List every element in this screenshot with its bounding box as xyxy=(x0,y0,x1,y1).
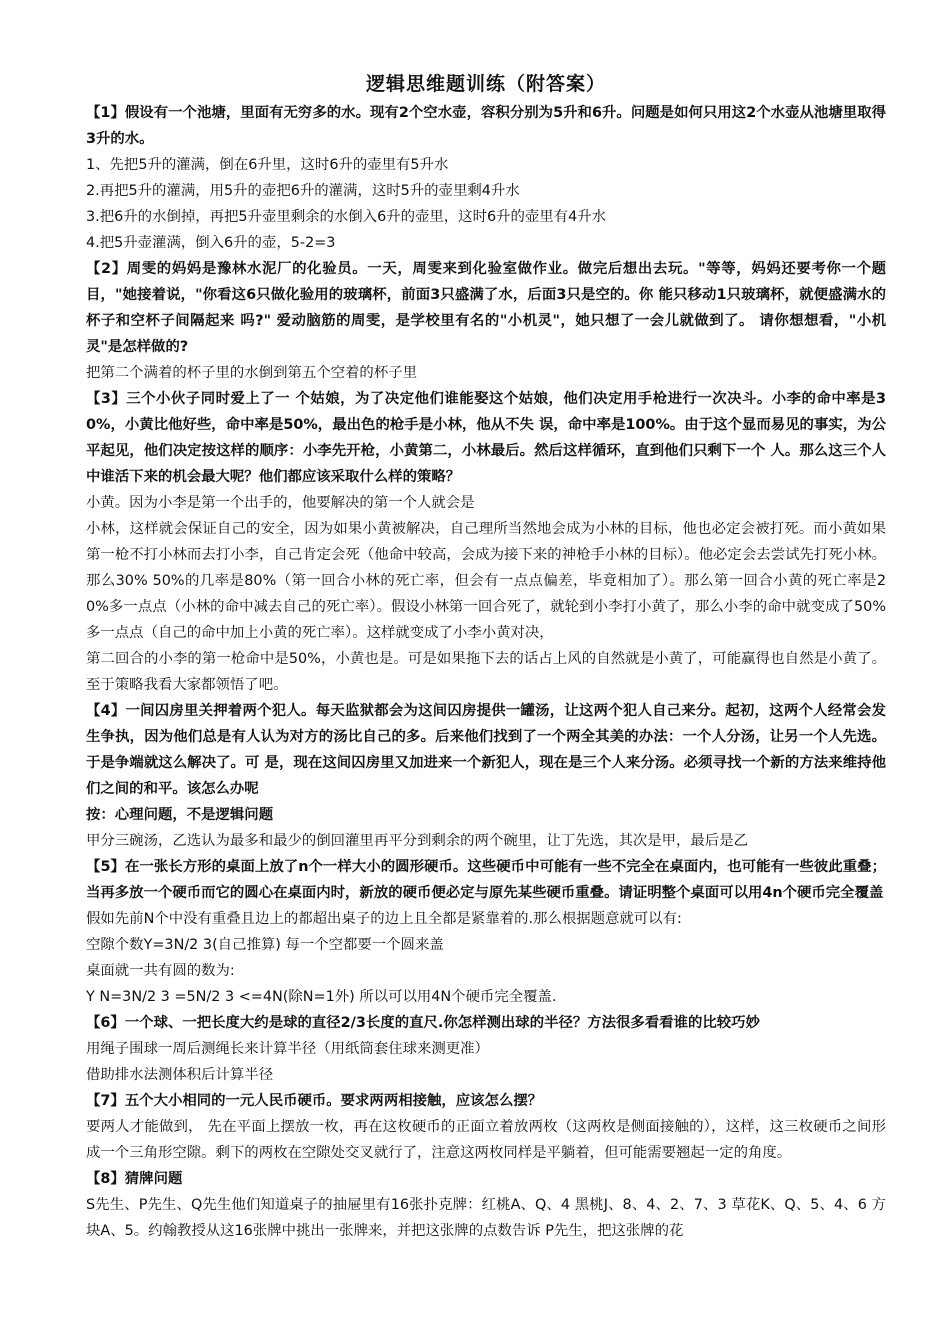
answer-line: 用绳子围球一周后测绳长来计算半径（用纸筒套住球来测更准） xyxy=(86,1041,489,1057)
document-title: 逻辑思维题训练（附答案） xyxy=(365,73,606,95)
answer-paragraph: 小林，这样就会保证自己的安全，因为如果小黄被解决，自己理所当然地会成为小林的目标，他也必定会被打死。而小黄如果第一枪不打小林而去打小李，自己肯定会死（他命中较高，会成为接下来的神枪手小林的目标）。他必定会去尝试先打死小林。那么30% 50%的几率是80%（第一回合小林的死亡率，但会有一点点偏差，毕竟相加了）。那么第一回合小黄的死亡率是20%多一点点（小林的命中减去自己的死亡率）。假设小林第一回合死了，就轮到小李打小黄了，那么小李的命中就变成了50%多一点点（自己的命中加上小黄的死亡率）。这样就变成了小李小黄对决， xyxy=(86,521,886,641)
question-7: 【7】五个大小相同的一元人民币硬币。要求两两相接触，应该怎么摆？ xyxy=(86,1093,543,1109)
answer-line: 3.把6升的水倒掉，再把5升壶里剩余的水倒入6升的壶里，这时6升的壶里有4升水 xyxy=(86,209,607,225)
question-6: 【6】一个球、一把长度大约是球的直径2/3长度的直尺.你怎样测出球的半径？方法很多看看谁的比较巧妙 xyxy=(86,1015,760,1031)
answer-line: 小黄。因为小李是第一个出手的，他要解决的第一个人就会是 xyxy=(86,495,475,511)
answer-line: 4.把5升壶灌满，倒入6升的壶，5-2=3 xyxy=(86,235,336,251)
answer-line: 1、先把5升的灌满，倒在6升里，这时6升的壶里有5升水 xyxy=(86,157,449,173)
note-line: 按：心理问题，不是逻辑问题 xyxy=(86,807,274,823)
document-page xyxy=(86,70,886,1244)
answer-line: Y N=3N/2 3 =5N/2 3 <=4N(除N=1外) 所以可以用4N个硬币完全覆盖. xyxy=(86,989,557,1005)
answer-line: 把第二个满着的杯子里的水倒到第五个空着的杯子里 xyxy=(86,365,417,381)
question-1: 【1】假设有一个池塘，里面有无穷多的水。现有2个空水壶，容积分别为5升和6升。问题是如何只用这2个水壶从池塘里取得3升的水。 xyxy=(86,105,886,147)
answer-line: 甲分三碗汤，乙选认为最多和最少的倒回灌里再平分到剩余的两个碗里，让丁先选，其次是甲，最后是乙 xyxy=(86,833,748,849)
answer-line: 2.再把5升的灌满，用5升的壶把6升的灌满，这时5升的壶里剩4升水 xyxy=(86,183,520,199)
answer-line: 空隙个数Y=3N/2 3(自己推算) 每一个空都要一个圆来盖 xyxy=(86,937,444,953)
question-2: 【2】周雯的妈妈是豫林水泥厂的化验员。一天，周雯来到化验室做作业。做完后想出去玩。"等等，妈妈还要考你一个题目，"她接着说，"你看这6只做化验用的玻璃杯，前面3只盛满了水，后面3只是空的。你 能只移动1只玻璃杯，就便盛满水的杯子和空杯子间隔起来 吗?" 爱动脑筋的周雯，是学校里有名的"小机灵"，她只想了一会儿就做到了。 请你想想看，"小机灵"是怎样做的? xyxy=(86,261,886,355)
answer-paragraph: 要两人才能做到， 先在平面上摆放一枚，再在这枚硬币的正面立着放两枚（这两枚是侧面接触的），这样，这三枚硬币之间形成一个三角形空隙。剩下的两枚在空隙处交叉就行了，注意这两枚同样是平躺着，但可能需要翘起一定的角度。 xyxy=(86,1119,886,1161)
question-4: 【4】一间囚房里关押着两个犯人。每天监狱都会为这间囚房提供一罐汤，让这两个犯人自己来分。起初，这两个人经常会发生争执，因为他们总是有人认为对方的汤比自己的多。后来他们找到了一个两全其美的办法：一个人分汤，让另一个人先选。于是争端就这么解决了。可 是，现在这间囚房里又加进来一个新犯人，现在是三个人来分汤。必须寻找一个新的方法来维持他们之间的和平。该怎么办呢 xyxy=(86,703,886,797)
question-8: 【8】猜牌问题 xyxy=(86,1171,183,1187)
question-3: 【3】三个小伙子同时爱上了一 个姑娘，为了决定他们谁能娶这个姑娘，他们决定用手枪进行一次决斗。小李的命中率是30%，小黄比他好些，命中率是50%，最出色的枪手是小林，他从不失 误，命中率是100%。由于这个显而易见的事实，为公平起见，他们决定按这样的顺序：小李先开枪，小黄第二，小林最后。然后这样循环，直到他们只剩下一个 人。那么这三个人中谁活下来的机会最大呢？他们都应该采取什么样的策略？ xyxy=(86,391,886,485)
answer-paragraph: 第二回合的小李的第一枪命中是50%，小黄也是。可是如果拖下去的话占上风的自然就是小黄了，可能赢得也自然是小黄了。至于策略我看大家都领悟了吧。 xyxy=(86,651,886,693)
question-5: 【5】在一张长方形的桌面上放了n个一样大小的圆形硬币。这些硬币中可能有一些不完全在桌面内，也可能有一些彼此重叠；当再多放一个硬币而它的圆心在桌面内时，新放的硬币便必定与原先某些硬币重叠。请证明整个桌面可以用4n个硬币完全覆盖 xyxy=(86,859,886,901)
answer-line: 假如先前N个中没有重叠且边上的都超出桌子的边上且全都是紧靠着的.那么根据题意就可以有: xyxy=(86,911,682,927)
answer-line: 桌面就一共有圆的数为: xyxy=(86,963,235,979)
document-body xyxy=(86,100,886,1244)
answer-paragraph: S先生、P先生、Q先生他们知道桌子的抽屉里有16张扑克牌：红桃A、Q、4 黑桃J、8、4、2、7、3 草花K、Q、5、4、6 方块A、5。约翰教授从这16张牌中挑出一张牌来，并把这张牌的点数告诉 P先生，把这张牌的花 xyxy=(86,1197,886,1239)
answer-line: 借助排水法测体积后计算半径 xyxy=(86,1067,274,1083)
